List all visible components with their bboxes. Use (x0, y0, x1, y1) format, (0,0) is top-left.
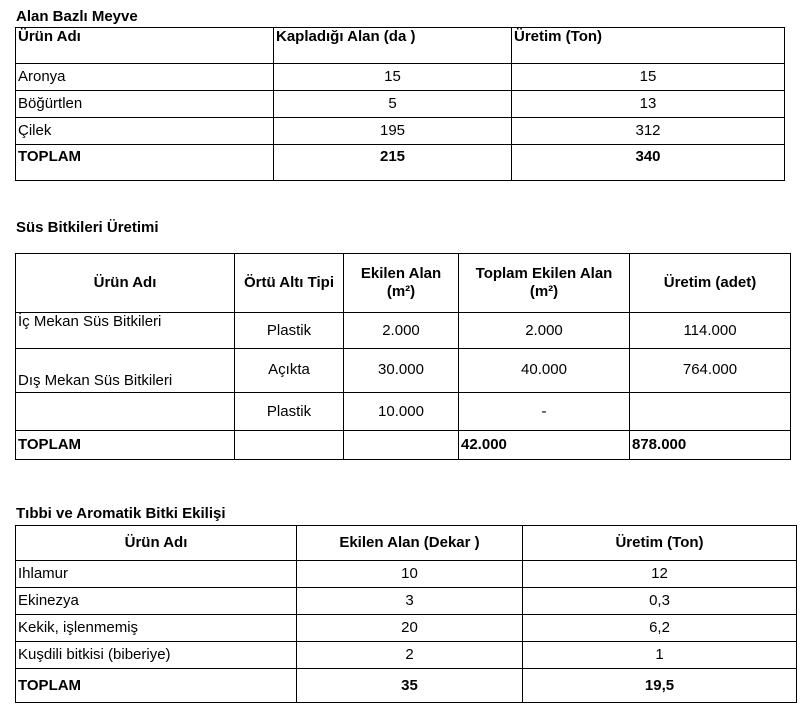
column-header: Ürün Adı (16, 526, 297, 561)
medicinal-table-title: Tıbbi ve Aromatik Bitki Ekilişi (16, 505, 226, 522)
total-cover-type (235, 431, 344, 460)
product-name-cell: İç Mekan Süs Bitkileri (16, 313, 235, 349)
production-cell: 0,3 (523, 588, 797, 615)
product-name-cell (16, 393, 235, 431)
table-header-row (16, 28, 785, 64)
column-header: Ekilen Alan (Dekar ) (297, 526, 523, 561)
total-planted-area-cell: - (459, 393, 630, 431)
total-label: TOPLAM (16, 431, 235, 460)
ornamental-table (15, 253, 791, 460)
total-planted-area: 35 (297, 669, 523, 703)
product-name-cell: Ekinezya (16, 588, 297, 615)
total-planted-area-cell: 2.000 (459, 313, 630, 349)
table-row (16, 393, 791, 431)
production-cell: 13 (512, 91, 785, 118)
production-cell: 15 (512, 64, 785, 91)
table-row (16, 118, 785, 145)
planted-area-cell: 2 (297, 642, 523, 669)
production-cell: 12 (523, 561, 797, 588)
total-row (16, 145, 785, 181)
table-row (16, 642, 797, 669)
table-row (16, 615, 797, 642)
planted-area-cell: 3 (297, 588, 523, 615)
total-planted-area-sum: 42.000 (459, 431, 630, 460)
production-cell: 6,2 (523, 615, 797, 642)
table-row (16, 91, 785, 118)
total-label: TOPLAM (16, 145, 274, 181)
production-cell (630, 393, 791, 431)
production-cell: 114.000 (630, 313, 791, 349)
production-cell: 312 (512, 118, 785, 145)
table-header-row (16, 254, 791, 313)
column-header: Üretim (Ton) (512, 28, 785, 64)
column-header: Ürün Adı (16, 254, 235, 313)
total-planted-area (344, 431, 459, 460)
product-name-cell: Çilek (16, 118, 274, 145)
column-header: Ekilen Alan (m²) (344, 254, 459, 313)
table-row (16, 561, 797, 588)
cover-type-cell: Açıkta (235, 349, 344, 393)
product-name-cell: Dış Mekan Süs Bitkileri (16, 349, 235, 393)
column-header: Üretim (Ton) (523, 526, 797, 561)
fruit-table (15, 27, 785, 181)
product-name-cell: Kekik, işlenmemiş (16, 615, 297, 642)
column-header: Toplam Ekilen Alan (m²) (459, 254, 630, 313)
planted-area-cell: 10 (297, 561, 523, 588)
product-name-cell: Kuşdili bitkisi (biberiye) (16, 642, 297, 669)
area-cell: 195 (274, 118, 512, 145)
column-header: Kapladığı Alan (da ) (274, 28, 512, 64)
table-row (16, 588, 797, 615)
total-row (16, 431, 791, 460)
production-cell: 764.000 (630, 349, 791, 393)
column-header: Ürün Adı (16, 28, 274, 64)
area-cell: 5 (274, 91, 512, 118)
planted-area-cell: 30.000 (344, 349, 459, 393)
ornamental-table-title: Süs Bitkileri Üretimi (16, 219, 159, 236)
area-cell: 15 (274, 64, 512, 91)
column-header: Örtü Altı Tipi (235, 254, 344, 313)
total-planted-area-cell: 40.000 (459, 349, 630, 393)
table-row (16, 349, 791, 393)
product-name-cell: Aronya (16, 64, 274, 91)
table-row (16, 313, 791, 349)
table-header-row (16, 526, 797, 561)
cover-type-cell: Plastik (235, 393, 344, 431)
column-header: Üretim (adet) (630, 254, 791, 313)
fruit-table-title: Alan Bazlı Meyve (16, 8, 138, 25)
total-label: TOPLAM (16, 669, 297, 703)
total-production: 878.000 (630, 431, 791, 460)
product-name-cell: Böğürtlen (16, 91, 274, 118)
medicinal-table (15, 525, 797, 703)
cover-type-cell: Plastik (235, 313, 344, 349)
planted-area-cell: 2.000 (344, 313, 459, 349)
planted-area-cell: 20 (297, 615, 523, 642)
planted-area-cell: 10.000 (344, 393, 459, 431)
total-production: 340 (512, 145, 785, 181)
total-row (16, 669, 797, 703)
total-area: 215 (274, 145, 512, 181)
production-cell: 1 (523, 642, 797, 669)
total-production: 19,5 (523, 669, 797, 703)
product-name-cell: Ihlamur (16, 561, 297, 588)
table-row (16, 64, 785, 91)
